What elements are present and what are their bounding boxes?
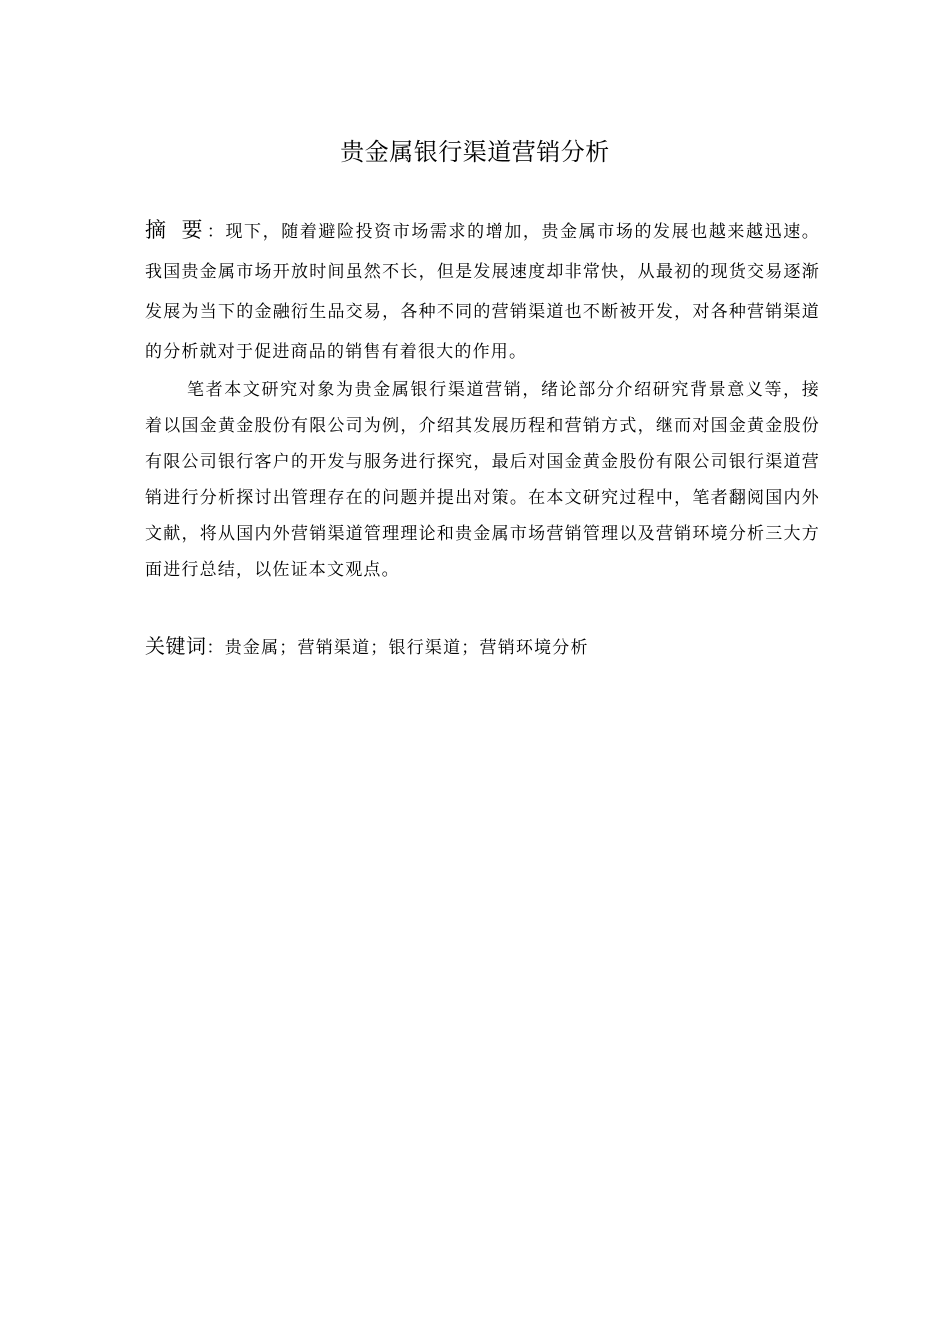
- keywords-separator: ：: [206, 638, 225, 658]
- keywords-label: 关键词: [145, 634, 207, 658]
- abstract-paragraph-1-text: 现下，随着避险投资市场需求的增加，贵金属市场的发展也越来越迅速。我国贵金属市场开放时间虽然不长，但是发展速度却非常快，从最初的现货交易逐渐发展为当下的金融衍生品交易，各种不同的营销渠道也不断被开发，对各种营销渠道的分析就对于促进商品的销售有着很大的作用。: [145, 222, 820, 362]
- abstract-paragraph-1: [145, 210, 820, 372]
- keywords-text: 贵金属；营销渠道；银行渠道；营销环境分析: [224, 638, 589, 658]
- abstract-label-separator: ：: [206, 222, 226, 242]
- abstract-label: 摘 要: [145, 218, 207, 242]
- document-title: 贵金属银行渠道营销分析: [340, 138, 610, 166]
- keywords-section: [145, 628, 820, 666]
- abstract-paragraph-2: 笔者本文研究对象为贵金属银行渠道营销，绪论部分介绍研究背景意义等，接着以国金黄金股份有限公司为例，介绍其发展历程和营销方式，继而对国金黄金股份有限公司银行客户的开发与服务进行探究，最后对国金黄金股份有限公司银行渠道营销进行分析探讨出管理存在的问题并提出对策。在本文研究过程中，笔者翻阅国内外文献，将从国内外营销渠道管理理论和贵金属市场营销管理以及营销环境分析三大方面进行总结，以佐证本文观点。: [145, 380, 820, 580]
- abstract-section: [145, 210, 820, 588]
